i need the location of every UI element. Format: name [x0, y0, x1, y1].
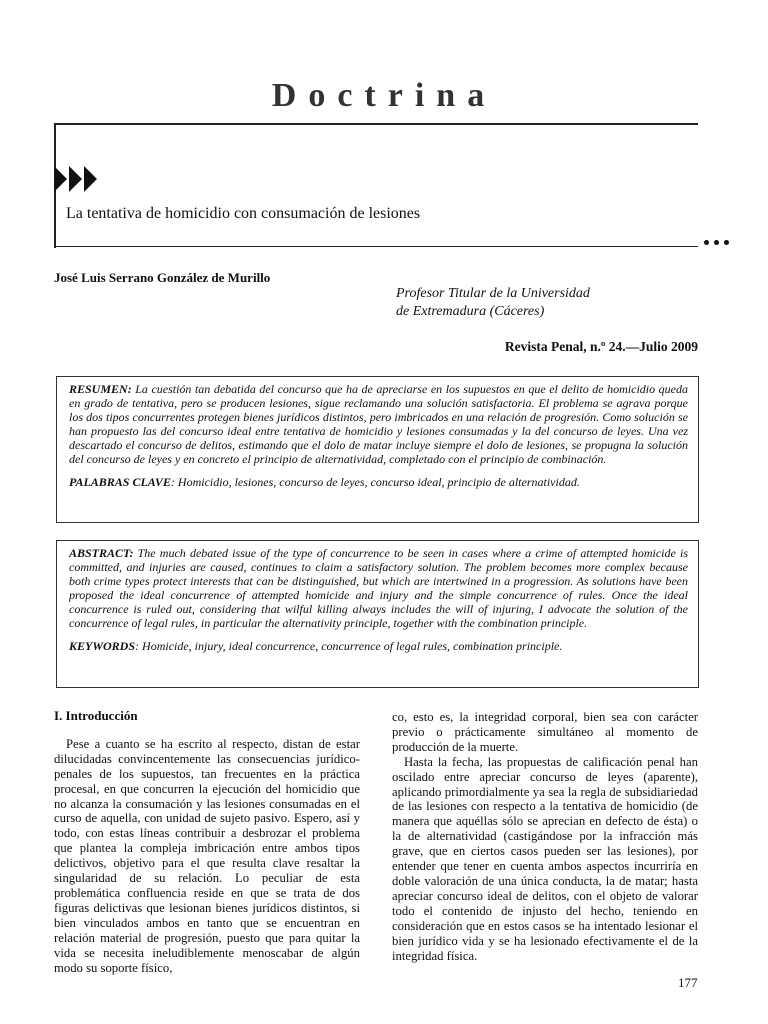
page-number: 177	[678, 975, 698, 990]
abstract-paragraph	[69, 547, 688, 630]
body-column-right	[392, 710, 698, 963]
arrow-icon	[84, 166, 97, 192]
palabras-clave-text: : Homicidio, lesiones, concurso de leyes, concurso ideal, principio de alternatividad.	[170, 475, 580, 490]
article-title: La tentativa de homicidio con consumación de lesiones	[66, 205, 421, 222]
section-heading: I. Introducción	[54, 708, 138, 723]
triple-arrow-icon	[54, 166, 97, 192]
resumen-box	[56, 376, 699, 523]
abstract-label: ABSTRACT:	[69, 546, 134, 560]
author-affiliation	[396, 285, 590, 321]
header-bottom-rule	[54, 246, 698, 247]
abstract-text: The much debated issue of the type of concurrence to be seen in cases where a crime of attempted homicide is committed, and injuries are caused, continues to claim a satisfactory solution. The problem becomes more complex because both crime types protect interests that can be distinguished, but which are intertwined in a progression. As solutions have been proposed the ideal concurrence of attempted homicide and injury and the simple concurrence of rules. Once the ideal concurrence is ruled out, considering that wilful killing always includes the will of injuring, I advocate the solution of the concurrence of legal rules, in particular the alternativity principle, together with the combination principle.	[69, 546, 688, 630]
ellipsis-dots-icon	[704, 240, 729, 245]
keywords-paragraph	[69, 640, 688, 654]
resumen-text: La cuestión tan debatida del concurso que ha de apreciarse en los supuestos en que el delito de homicidio queda en grado de tentativa, pero se producen lesiones, sigue reclamando una solución satisfactoria. El problema se agrava porque los dos tipos concurrentes protegen bienes jurídicos distintos, pero imbricados en una relación de progresión. Como solución se han propuesto las del concurso ideal entre tentativa de homicidio y lesiones consumadas y la del concurso de leyes. Una vez descartado el concurso de delitos, estimando que el dolo de matar incluye siempre el dolo de lesiones, se propugna la solución del concurso de leyes y en concreto el principio de alternatividad, completado con el principio de combinación.	[69, 382, 688, 466]
arrow-icon	[69, 166, 82, 192]
journal-citation: Revista Penal, n.º 24.—Julio 2009	[504, 339, 698, 354]
section-title: Doctrina	[271, 77, 497, 114]
arrow-icon	[54, 166, 67, 192]
palabras-clave-label: PALABRAS CLAVE	[69, 475, 171, 490]
affiliation-line: Profesor Titular de la Universidad	[396, 286, 590, 301]
dot-icon	[704, 240, 709, 245]
header-top-rule	[54, 123, 698, 125]
body-column-left	[54, 709, 360, 975]
dot-icon	[724, 240, 729, 245]
body-paragraph: Hasta la fecha, las propuestas de calificación penal han oscilado entre apreciar concurso de leyes (aparente), aplicando primordialmente ya sea la regla de subsidiariedad de las lesiones con respecto a la tentativa de homicidio (de manera que aquéllas sólo se aprecian en defecto de ésta) o la de alternatividad (castigándose por la infracción más grave, que en ciertos casos pueden ser las lesiones), por entender que tener en cuenta ambos aspectos incurriría en doble valoración de una única conducta, la de matar; hasta apreciar concurso ideal de delitos, con el objeto de valorar todo el contenido de injusto del hecho, teniendo en consideración que en estos casos se ha intentado lesionar el bien jurídico vida y se ha lesionado efectivamente el de la integridad física.	[392, 754, 698, 963]
dot-icon	[714, 240, 719, 245]
body-paragraph: co, esto es, la integridad corporal, bien sea con carácter previo o prácticamente simultáneo al momento de producción de la muerte.	[392, 710, 698, 754]
abstract-box	[56, 540, 699, 688]
keywords-label: KEYWORDS	[69, 639, 136, 654]
author-name: José Luis Serrano González de Murillo	[54, 270, 271, 285]
affiliation-line: de Extremadura (Cáceres)	[396, 304, 545, 319]
body-paragraph: Pese a cuanto se ha escrito al respecto, distan de estar dilucidadas convincentemente las consecuencias jurídico-penales de los supuestos, tan frecuentes en la práctica procesal, en que concurren la ejecución del homicidio que no alcanza la consumación y las lesiones consumadas en el curso de aquella, con unidad de sujeto pasivo. Espero, así y todo, con estas líneas contribuir a desbrozar el problema que plantea la compleja imbricación entre ambos tipos delictivos, objetivo para el que resulta clave resaltar la singularidad de su relación. Lo peculiar de esta problemática confluencia reside en que se trata de dos figuras delictivas que lesionan bienes jurídicos distintos, si bien vinculados ambos en tanto que se encuentran en relación material de progresión, puesto que para quitar la vida se necesita ineludiblemente menoscabar de algún modo su soporte físico,	[54, 736, 360, 975]
keywords-text: : Homicide, injury, ideal concurrence, concurrence of legal rules, combination principle.	[135, 639, 563, 654]
palabras-clave-paragraph	[69, 476, 688, 490]
resumen-paragraph	[69, 383, 688, 466]
resumen-label: RESUMEN:	[69, 382, 132, 396]
